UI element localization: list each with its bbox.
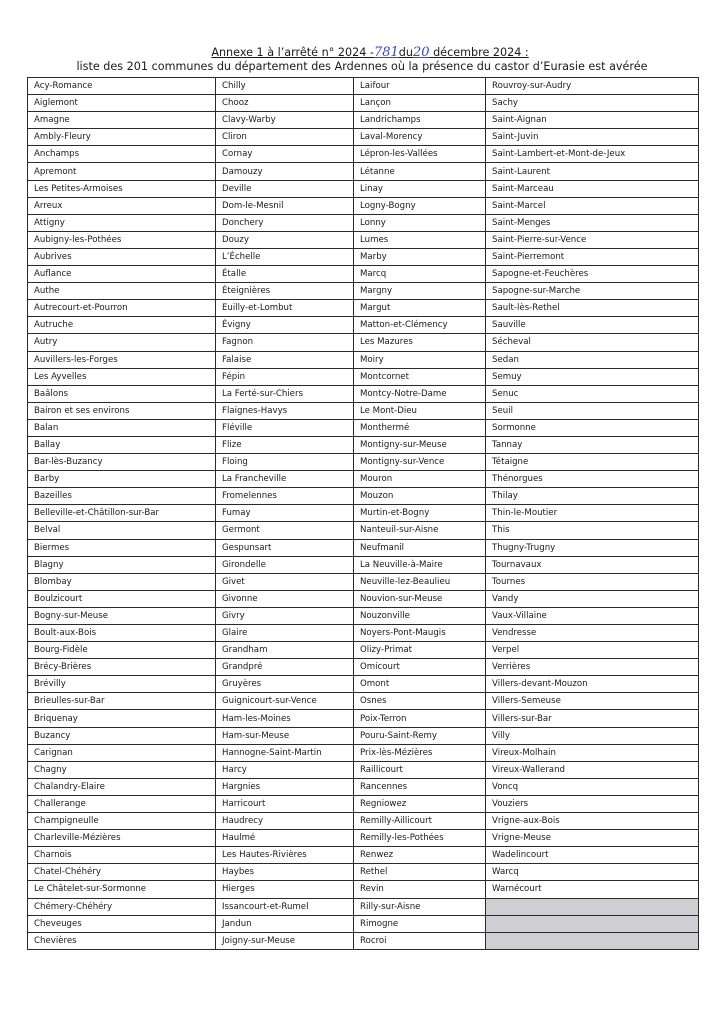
table-row xyxy=(28,214,699,231)
commune-cell: Létanne xyxy=(354,163,486,180)
commune-cell: Cornay xyxy=(216,146,354,163)
commune-cell: Chatel-Chéhéry xyxy=(28,864,216,881)
commune-cell: Harricourt xyxy=(216,795,354,812)
commune-cell: Raillicourt xyxy=(354,761,486,778)
annex-subtitle: liste des 201 communes du département des Ardennes où la présence du castor d’Eurasie est avérée xyxy=(76,60,648,73)
commune-cell: La Francheville xyxy=(216,471,354,488)
commune-cell: Dom-le-Mesnil xyxy=(216,197,354,214)
commune-cell: Montcornet xyxy=(354,368,486,385)
commune-cell: Autruche xyxy=(28,317,216,334)
table-row xyxy=(28,334,699,351)
table-row xyxy=(28,693,699,710)
commune-cell: Tournavaux xyxy=(486,556,699,573)
commune-cell: Fagnon xyxy=(216,334,354,351)
table-row xyxy=(28,317,699,334)
commune-cell: Les Ayvelles xyxy=(28,368,216,385)
commune-cell: Lançon xyxy=(354,95,486,112)
commune-cell: Semuy xyxy=(486,368,699,385)
table-row xyxy=(28,505,699,522)
commune-cell: Belval xyxy=(28,522,216,539)
commune-cell: Aiglemont xyxy=(28,95,216,112)
commune-cell: Brécy-Brières xyxy=(28,659,216,676)
commune-cell: Montigny-sur-Meuse xyxy=(354,436,486,453)
commune-cell: Flaignes-Havys xyxy=(216,402,354,419)
commune-cell: Neuville-lez-Beaulieu xyxy=(354,573,486,590)
annex-title-suffix xyxy=(430,46,529,59)
commune-cell: Grandpré xyxy=(216,659,354,676)
commune-cell: Saint-Pierremont xyxy=(486,248,699,265)
table-row xyxy=(28,881,699,898)
handwritten-decree-number: 781 xyxy=(373,45,399,60)
commune-cell: Bar-lès-Buzancy xyxy=(28,454,216,471)
table-row xyxy=(28,898,699,915)
commune-cell: Authe xyxy=(28,283,216,300)
commune-cell: Acy-Romance xyxy=(28,78,216,95)
commune-cell: Vireux-Wallerand xyxy=(486,761,699,778)
commune-cell: Chooz xyxy=(216,95,354,112)
commune-cell: Fromelennes xyxy=(216,488,354,505)
commune-cell: Le Châtelet-sur-Sormonne xyxy=(28,881,216,898)
commune-cell: Jandun xyxy=(216,915,354,932)
commune-cell xyxy=(486,898,699,915)
table-row xyxy=(28,402,699,419)
commune-cell: Tétaigne xyxy=(486,454,699,471)
table-row xyxy=(28,522,699,539)
commune-cell: La Neuville-à-Maire xyxy=(354,556,486,573)
commune-cell: Voncq xyxy=(486,778,699,795)
commune-cell: Rethel xyxy=(354,864,486,881)
commune-cell: Chevières xyxy=(28,932,216,949)
commune-cell: Éteignières xyxy=(216,283,354,300)
commune-cell: Givonne xyxy=(216,590,354,607)
commune-cell: Chémery-Chéhéry xyxy=(28,898,216,915)
table-row xyxy=(28,351,699,368)
commune-cell: Falaise xyxy=(216,351,354,368)
commune-cell: Boult-aux-Bois xyxy=(28,625,216,642)
commune-cell: Baâlons xyxy=(28,385,216,402)
annex-title xyxy=(0,46,724,59)
commune-cell: Laifour xyxy=(354,78,486,95)
commune-cell: Marby xyxy=(354,248,486,265)
table-row xyxy=(28,78,699,95)
communes-table xyxy=(27,77,699,950)
commune-cell: Saint-Marceau xyxy=(486,180,699,197)
table-row xyxy=(28,368,699,385)
table-row xyxy=(28,932,699,949)
commune-cell: Autrecourt-et-Pourron xyxy=(28,300,216,317)
commune-cell: Haudrecy xyxy=(216,813,354,830)
commune-cell: Hierges xyxy=(216,881,354,898)
commune-cell: Logny-Bogny xyxy=(354,197,486,214)
commune-cell: Saint-Pierre-sur-Vence xyxy=(486,231,699,248)
commune-cell: Omicourt xyxy=(354,659,486,676)
commune-cell: Attigny xyxy=(28,214,216,231)
commune-cell: Les Petites-Armoises xyxy=(28,180,216,197)
commune-cell: Verrières xyxy=(486,659,699,676)
commune-cell: Les Hautes-Rivières xyxy=(216,847,354,864)
commune-cell: Bairon et ses environs xyxy=(28,402,216,419)
commune-cell: Biermes xyxy=(28,539,216,556)
commune-cell: Chalandry-Elaire xyxy=(28,778,216,795)
table-row xyxy=(28,590,699,607)
document-header xyxy=(0,46,724,73)
table-row xyxy=(28,813,699,830)
commune-cell: Issancourt-et-Rumel xyxy=(216,898,354,915)
commune-cell: Nanteuil-sur-Aisne xyxy=(354,522,486,539)
commune-cell: Renwez xyxy=(354,847,486,864)
commune-cell: Flize xyxy=(216,436,354,453)
commune-cell: Haulmé xyxy=(216,830,354,847)
commune-cell: Wadelincourt xyxy=(486,847,699,864)
commune-cell: Lumes xyxy=(354,231,486,248)
commune-cell: Chilly xyxy=(216,78,354,95)
table-row xyxy=(28,300,699,317)
commune-cell: Sedan xyxy=(486,351,699,368)
commune-cell: Linay xyxy=(354,180,486,197)
commune-cell: Briquenay xyxy=(28,710,216,727)
commune-cell: Noyers-Pont-Maugis xyxy=(354,625,486,642)
commune-cell: Charnois xyxy=(28,847,216,864)
commune-cell: Neufmanil xyxy=(354,539,486,556)
table-row xyxy=(28,488,699,505)
commune-cell: Margut xyxy=(354,300,486,317)
table-row xyxy=(28,642,699,659)
table-row xyxy=(28,180,699,197)
commune-cell: Hargnies xyxy=(216,778,354,795)
commune-cell: Damouzy xyxy=(216,163,354,180)
commune-cell: This xyxy=(486,522,699,539)
commune-cell: Brévilly xyxy=(28,676,216,693)
commune-cell: Tannay xyxy=(486,436,699,453)
commune-cell: Ambly-Fleury xyxy=(28,129,216,146)
commune-cell: Cheveuges xyxy=(28,915,216,932)
commune-cell: Villy xyxy=(486,727,699,744)
commune-cell: Bazeilles xyxy=(28,488,216,505)
commune-cell: Vouziers xyxy=(486,795,699,812)
table-row xyxy=(28,197,699,214)
commune-cell: Revin xyxy=(354,881,486,898)
table-row xyxy=(28,385,699,402)
commune-cell: Margny xyxy=(354,283,486,300)
commune-cell: Sault-lès-Rethel xyxy=(486,300,699,317)
table-row xyxy=(28,625,699,642)
table-row xyxy=(28,556,699,573)
communes-table-body xyxy=(28,78,699,950)
commune-cell: Vandy xyxy=(486,590,699,607)
commune-cell: Germont xyxy=(216,522,354,539)
commune-cell: Évigny xyxy=(216,317,354,334)
commune-cell: Apremont xyxy=(28,163,216,180)
commune-cell: Mouzon xyxy=(354,488,486,505)
commune-cell: Thugny-Trugny xyxy=(486,539,699,556)
annex-title-date: décembre 2024 : xyxy=(433,46,529,59)
table-row xyxy=(28,744,699,761)
table-row xyxy=(28,778,699,795)
table-row xyxy=(28,454,699,471)
commune-cell: Auflance xyxy=(28,266,216,283)
table-row xyxy=(28,676,699,693)
commune-cell: Bogny-sur-Meuse xyxy=(28,607,216,624)
commune-cell: Champigneulle xyxy=(28,813,216,830)
commune-cell: Monthermé xyxy=(354,419,486,436)
commune-cell: Autry xyxy=(28,334,216,351)
table-row xyxy=(28,112,699,129)
commune-cell: Belleville-et-Châtillon-sur-Bar xyxy=(28,505,216,522)
commune-cell: Guignicourt-sur-Vence xyxy=(216,693,354,710)
commune-cell: Landrichamps xyxy=(354,112,486,129)
commune-cell: Charleville-Mézières xyxy=(28,830,216,847)
commune-cell: Tournes xyxy=(486,573,699,590)
commune-cell: Laval-Morency xyxy=(354,129,486,146)
commune-cell: Thilay xyxy=(486,488,699,505)
commune-cell: Villers-sur-Bar xyxy=(486,710,699,727)
commune-cell: Thénorgues xyxy=(486,471,699,488)
table-row xyxy=(28,146,699,163)
commune-cell: Sachy xyxy=(486,95,699,112)
commune-cell: Givet xyxy=(216,573,354,590)
commune-cell: Villers-Semeuse xyxy=(486,693,699,710)
table-row xyxy=(28,710,699,727)
handwritten-day: 20 xyxy=(412,45,430,60)
commune-cell: Cliron xyxy=(216,129,354,146)
commune-cell: Harcy xyxy=(216,761,354,778)
commune-cell: Gespunsart xyxy=(216,539,354,556)
commune-cell: Aubrives xyxy=(28,248,216,265)
commune-cell: Girondelle xyxy=(216,556,354,573)
annex-title-prefix: Annexe 1 à l’arrêté n° 2024 - xyxy=(211,46,374,59)
table-row xyxy=(28,436,699,453)
table-row xyxy=(28,283,699,300)
table-row xyxy=(28,830,699,847)
commune-cell: Saint-Aignan xyxy=(486,112,699,129)
commune-cell: Pouru-Saint-Remy xyxy=(354,727,486,744)
commune-cell: Étalle xyxy=(216,266,354,283)
commune-cell: Challerange xyxy=(28,795,216,812)
table-row xyxy=(28,129,699,146)
commune-cell: Saint-Marcel xyxy=(486,197,699,214)
commune-cell: Prix-lès-Mézières xyxy=(354,744,486,761)
commune-cell: Arreux xyxy=(28,197,216,214)
commune-cell: Nouzonville xyxy=(354,607,486,624)
table-row xyxy=(28,471,699,488)
commune-cell: Vrigne-aux-Bois xyxy=(486,813,699,830)
commune-cell: Seuil xyxy=(486,402,699,419)
commune-cell: Aubigny-les-Pothées xyxy=(28,231,216,248)
commune-cell: Saint-Laurent xyxy=(486,163,699,180)
commune-cell: La Ferté-sur-Chiers xyxy=(216,385,354,402)
commune-cell: Poix-Terron xyxy=(354,710,486,727)
commune-cell xyxy=(486,932,699,949)
commune-cell: Hannogne-Saint-Martin xyxy=(216,744,354,761)
commune-cell: Murtin-et-Bogny xyxy=(354,505,486,522)
commune-cell: Sapogne-et-Feuchères xyxy=(486,266,699,283)
commune-cell: Fépin xyxy=(216,368,354,385)
commune-cell: Blagny xyxy=(28,556,216,573)
commune-cell: Amagne xyxy=(28,112,216,129)
table-row xyxy=(28,573,699,590)
commune-cell: Sauville xyxy=(486,317,699,334)
commune-cell: Floing xyxy=(216,454,354,471)
table-row xyxy=(28,761,699,778)
commune-cell: Rilly-sur-Aisne xyxy=(354,898,486,915)
table-row xyxy=(28,231,699,248)
table-row xyxy=(28,727,699,744)
commune-cell: Warnécourt xyxy=(486,881,699,898)
annex-title-du: du xyxy=(398,46,413,59)
commune-cell: Euilly-et-Lombut xyxy=(216,300,354,317)
commune-cell: Sécheval xyxy=(486,334,699,351)
commune-cell: Fumay xyxy=(216,505,354,522)
commune-cell: Anchamps xyxy=(28,146,216,163)
commune-cell: Osnes xyxy=(354,693,486,710)
commune-cell: Vireux-Molhain xyxy=(486,744,699,761)
commune-cell: Clavy-Warby xyxy=(216,112,354,129)
commune-cell: Le Mont-Dieu xyxy=(354,402,486,419)
commune-cell: Montcy-Notre-Dame xyxy=(354,385,486,402)
commune-cell: Grandham xyxy=(216,642,354,659)
table-row xyxy=(28,607,699,624)
commune-cell: Glaire xyxy=(216,625,354,642)
commune-cell: Carignan xyxy=(28,744,216,761)
commune-cell: Vendresse xyxy=(486,625,699,642)
commune-cell: Rocroi xyxy=(354,932,486,949)
commune-cell: Bourg-Fidèle xyxy=(28,642,216,659)
commune-cell: Matton-et-Clémency xyxy=(354,317,486,334)
table-row xyxy=(28,419,699,436)
table-row xyxy=(28,95,699,112)
commune-cell xyxy=(486,915,699,932)
commune-cell: Saint-Juvin xyxy=(486,129,699,146)
commune-cell: Vaux-Villaine xyxy=(486,607,699,624)
commune-cell: Rimogne xyxy=(354,915,486,932)
commune-cell: Lépron-les-Vallées xyxy=(354,146,486,163)
commune-cell: Warcq xyxy=(486,864,699,881)
commune-cell: Balan xyxy=(28,419,216,436)
commune-cell: Blombay xyxy=(28,573,216,590)
commune-cell: Barby xyxy=(28,471,216,488)
commune-cell: Saint-Menges xyxy=(486,214,699,231)
commune-cell: Deville xyxy=(216,180,354,197)
commune-cell: Buzancy xyxy=(28,727,216,744)
table-row xyxy=(28,847,699,864)
commune-cell: Les Mazures xyxy=(354,334,486,351)
table-row xyxy=(28,163,699,180)
commune-cell: Marcq xyxy=(354,266,486,283)
commune-cell: Vrigne-Meuse xyxy=(486,830,699,847)
table-row xyxy=(28,248,699,265)
commune-cell: Brieulles-sur-Bar xyxy=(28,693,216,710)
commune-cell: Donchery xyxy=(216,214,354,231)
commune-cell: Ham-les-Moines xyxy=(216,710,354,727)
commune-cell: Ballay xyxy=(28,436,216,453)
commune-cell: Lonny xyxy=(354,214,486,231)
table-row xyxy=(28,864,699,881)
commune-cell: Chagny xyxy=(28,761,216,778)
commune-cell: Montigny-sur-Vence xyxy=(354,454,486,471)
commune-cell: Sormonne xyxy=(486,419,699,436)
commune-cell: Omont xyxy=(354,676,486,693)
commune-cell: Olizy-Primat xyxy=(354,642,486,659)
commune-cell: L’Échelle xyxy=(216,248,354,265)
commune-cell: Thin-le-Moutier xyxy=(486,505,699,522)
commune-cell: Mouron xyxy=(354,471,486,488)
table-row xyxy=(28,915,699,932)
table-row xyxy=(28,659,699,676)
commune-cell: Ham-sur-Meuse xyxy=(216,727,354,744)
commune-cell: Fléville xyxy=(216,419,354,436)
commune-cell: Remilly-les-Pothées xyxy=(354,830,486,847)
commune-cell: Gruyères xyxy=(216,676,354,693)
commune-cell: Senuc xyxy=(486,385,699,402)
commune-cell: Auvillers-les-Forges xyxy=(28,351,216,368)
commune-cell: Regniowez xyxy=(354,795,486,812)
commune-cell: Remilly-Aillicourt xyxy=(354,813,486,830)
table-row xyxy=(28,539,699,556)
table-row xyxy=(28,795,699,812)
commune-cell: Villers-devant-Mouzon xyxy=(486,676,699,693)
commune-cell: Douzy xyxy=(216,231,354,248)
commune-cell: Rancennes xyxy=(354,778,486,795)
table-row xyxy=(28,266,699,283)
commune-cell: Moiry xyxy=(354,351,486,368)
commune-cell: Haybes xyxy=(216,864,354,881)
commune-cell: Boulzicourt xyxy=(28,590,216,607)
commune-cell: Rouvroy-sur-Audry xyxy=(486,78,699,95)
commune-cell: Nouvion-sur-Meuse xyxy=(354,590,486,607)
commune-cell: Verpel xyxy=(486,642,699,659)
commune-cell: Givry xyxy=(216,607,354,624)
commune-cell: Saint-Lambert-et-Mont-de-Jeux xyxy=(486,146,699,163)
commune-cell: Sapogne-sur-Marche xyxy=(486,283,699,300)
commune-cell: Joigny-sur-Meuse xyxy=(216,932,354,949)
